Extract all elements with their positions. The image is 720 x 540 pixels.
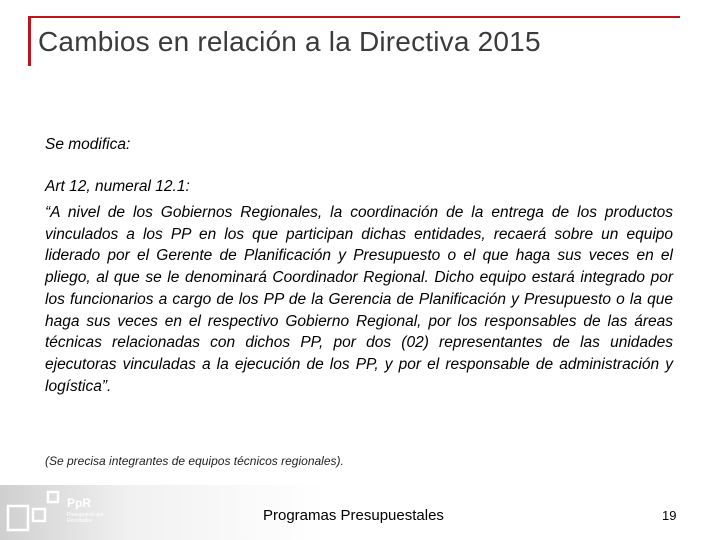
quoted-paragraph: “A nivel de los Gobiernos Regionales, la coordinación de la entrega de los productos vinculados a los PP en los que participan dichas entidades, recaerá sobre un equipo liderado por el Gerente de Planificación y Presupuesto o el que haga sus veces en el pliego, al que se le denominará Coordinador Regional. Dicho equipo estará integrado por los funcionarios a cargo de los PP de la Gerencia de Planificación y Presupuesto o la que haga sus veces en el respectivo Gobierno Regional, por los responsables de las áreas técnicas relacionadas con dichos PP, por dos (02) representantes de las unidades ejecutoras vinculadas a la ejecución de los PP, y por el responsable de administración y logística”.	[45, 204, 673, 395]
page-number: 19	[662, 508, 677, 523]
footnote: (Se precisa integrantes de equipos técnicos regionales).	[45, 454, 344, 468]
slide-title: Cambios en relación a la Directiva 2015	[38, 26, 541, 57]
ppr-logo-name: PpR	[67, 496, 91, 510]
ppr-logo-subtitle: Presupuesto por Resultados	[67, 512, 104, 524]
article-reference: Art 12, numeral 12.1:	[45, 178, 190, 195]
ppr-logo-icon	[6, 490, 60, 534]
lead-text: Se modifica:	[45, 136, 131, 153]
title-accent-line-top	[28, 16, 680, 18]
title-accent-line-left	[28, 16, 31, 66]
footer-program-title: Programas Presupuestales	[263, 507, 444, 524]
